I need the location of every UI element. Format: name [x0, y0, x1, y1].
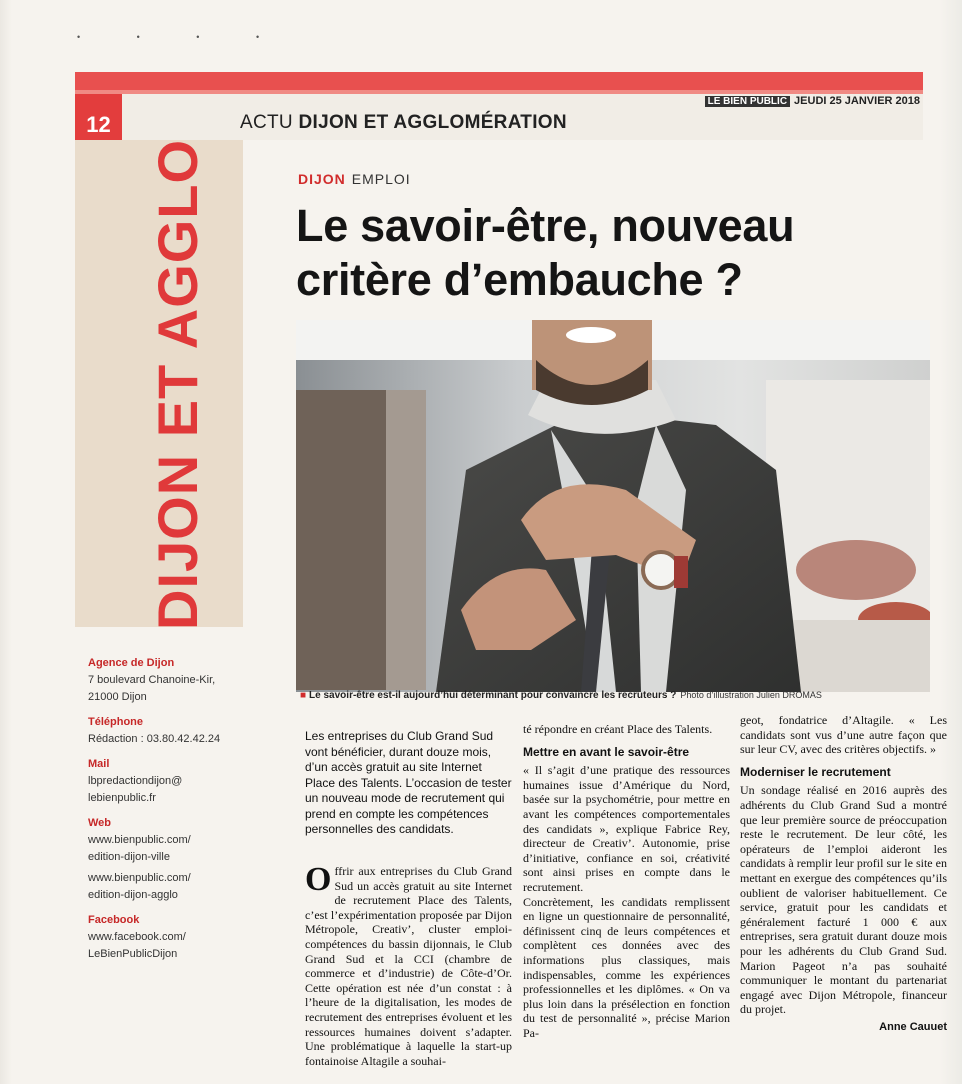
scan-dots: • • • •: [77, 32, 287, 42]
phone-number: Rédaction : 03.80.42.42.24: [88, 733, 221, 745]
web-heading: Web: [88, 817, 112, 829]
page-number: 12: [75, 94, 122, 140]
article-title: Le savoir-être, nouveau critère d’embauche ?: [296, 200, 795, 305]
photo-illustration: [296, 320, 930, 692]
photo-caption: [300, 690, 822, 701]
article-column-1: [305, 861, 512, 1068]
section-name: DIJON ET AGGLOMÉRATION: [298, 112, 567, 133]
kicker-city: DIJON: [298, 171, 346, 187]
vertical-label-et: ET: [146, 349, 209, 438]
top-red-bar: [75, 72, 923, 90]
kicker-topic: EMPLOI: [351, 171, 411, 187]
subheading-1: Mettre en avant le savoir-être: [523, 744, 690, 759]
vertical-section-label: [146, 138, 209, 630]
column-2-intro: té répondre en créant Place des Talents.: [523, 722, 713, 736]
column-3-paragraph-1: Un sondage réalisé en 2016 auprès des adhérents du Club Grand Sud a montré que leur première source de préoccupation reste le recrutement. De leur côté, les opérateurs de l’emploi aideront les candidats à remplir leur profil sur le site en mettant en exergue des compétences qu’ils oublient de valoriser habituellement. Ce service, gratuit pour les candidats et généralement facturé 1 000 € aux entreprises, sera gratuit durant douze mois pour les adhérents du Club Grand Sud. Marion Pageot n’a pas souhaité communiquer le montant du partenariat engagé avec Dijon Métropole, financeur du projet.: [740, 783, 947, 1017]
issue-date: JEUDI 25 JANVIER 2018: [794, 95, 920, 107]
mail-line-1: lbpredactiondijon@: [88, 775, 183, 787]
article-photo: [296, 320, 930, 692]
drop-cap: O: [305, 861, 332, 898]
section-title: [240, 112, 567, 134]
section-prefix: ACTU: [240, 112, 293, 133]
contact-sidebar: [88, 655, 248, 963]
mail-line-2: lebienpublic.fr: [88, 792, 156, 804]
web2-line-1: www.bienpublic.com/: [88, 872, 191, 884]
facebook-line-1: www.facebook.com/: [88, 931, 186, 943]
article-column-3: [740, 713, 947, 1034]
newspaper-logo: LE BIEN PUBLIC: [705, 96, 790, 107]
column-3-intro: geot, fondatrice d’Altagile. « Les candidats sont vus d’une autre façon que sur leur CV, avec des critères objectifs. »: [740, 713, 947, 757]
caption-square-icon: ■: [300, 690, 307, 701]
column-1-text: ffrir aux entreprises du Club Grand Sud un accès gratuit au site Internet de recrutement Place des Talents, c’est l’expérimentation proposée par Dijon Métropole, Creativ’, cluster emploi-compétences du bassin dijonnais, le Club Grand Sud et la CCI (chambre de commerce et d’industrie) de Côte-d’Or. Cette opération est née d’un constat : à l’heure de la digitalisation, les modes de recrutement des entreprises évoluent et les ressources humaines doivent s’adapter. Une problématique à laquelle la start-up fontainoise Altagile a souhai-: [305, 864, 512, 1068]
agency-heading: Agence de Dijon: [88, 657, 175, 669]
column-2-paragraph-1: « Il s’agit d’une pratique des ressources humaines issue d’Amérique du Nord, basée sur la psychométrie, pour mettre en avant les compétences comportementales des candidats », explique Fabrice Rey, directeur de Creativ’. Autonomie, prise d’initiative, confiance en soi, créativité sont ainsi prises en compte dans le recrutement.: [523, 763, 730, 894]
vertical-label-dijon: DIJON: [146, 437, 209, 630]
subheading-2: Moderniser le recrutement: [740, 764, 891, 779]
address-line-1: 7 boulevard Chanoine-Kir,: [88, 674, 216, 686]
column-2-paragraph-2: Concrètement, les candidats remplissent en ligne un questionnaire de personnalité, définissent cinq de leurs compétences et complètent ces données avec des informations plus classiques, mais indispensables, comme les expériences professionnelles et les diplômes. « On va plus loin dans la présélection en fonction du test de personnalité », précise Marion Pa-: [523, 894, 730, 1040]
facebook-line-2: LeBienPublicDijon: [88, 948, 178, 960]
facebook-heading: Facebook: [88, 914, 140, 926]
phone-heading: Téléphone: [88, 716, 144, 728]
web1-line-2: edition-dijon-ville: [88, 851, 170, 863]
masthead: [705, 95, 920, 107]
article-author: Anne Cauuet: [879, 1020, 947, 1033]
photo-credit: Photo d’illustration Julien DROMAS: [680, 690, 822, 700]
web1-line-1: www.bienpublic.com/: [88, 834, 191, 846]
article-kicker: [298, 171, 411, 187]
article-column-2: [523, 722, 730, 1040]
article-lead: Les entreprises du Club Grand Sud vont bénéficier, durant douze mois, d’un accès gratuit au site Internet Place des Talents. L’occasion de tester un nouveau mode de recrutement qui prend en compte les compétences personnelles des candidats.: [305, 729, 512, 836]
caption-text: Le savoir-être est-il aujourd’hui déterminant pour convaincre les recruteurs ?: [309, 690, 677, 701]
web2-line-2: edition-dijon-agglo: [88, 889, 178, 901]
mail-heading: Mail: [88, 758, 110, 770]
address-line-2: 21000 Dijon: [88, 691, 147, 703]
vertical-label-agglo: AGGLO: [146, 138, 209, 350]
